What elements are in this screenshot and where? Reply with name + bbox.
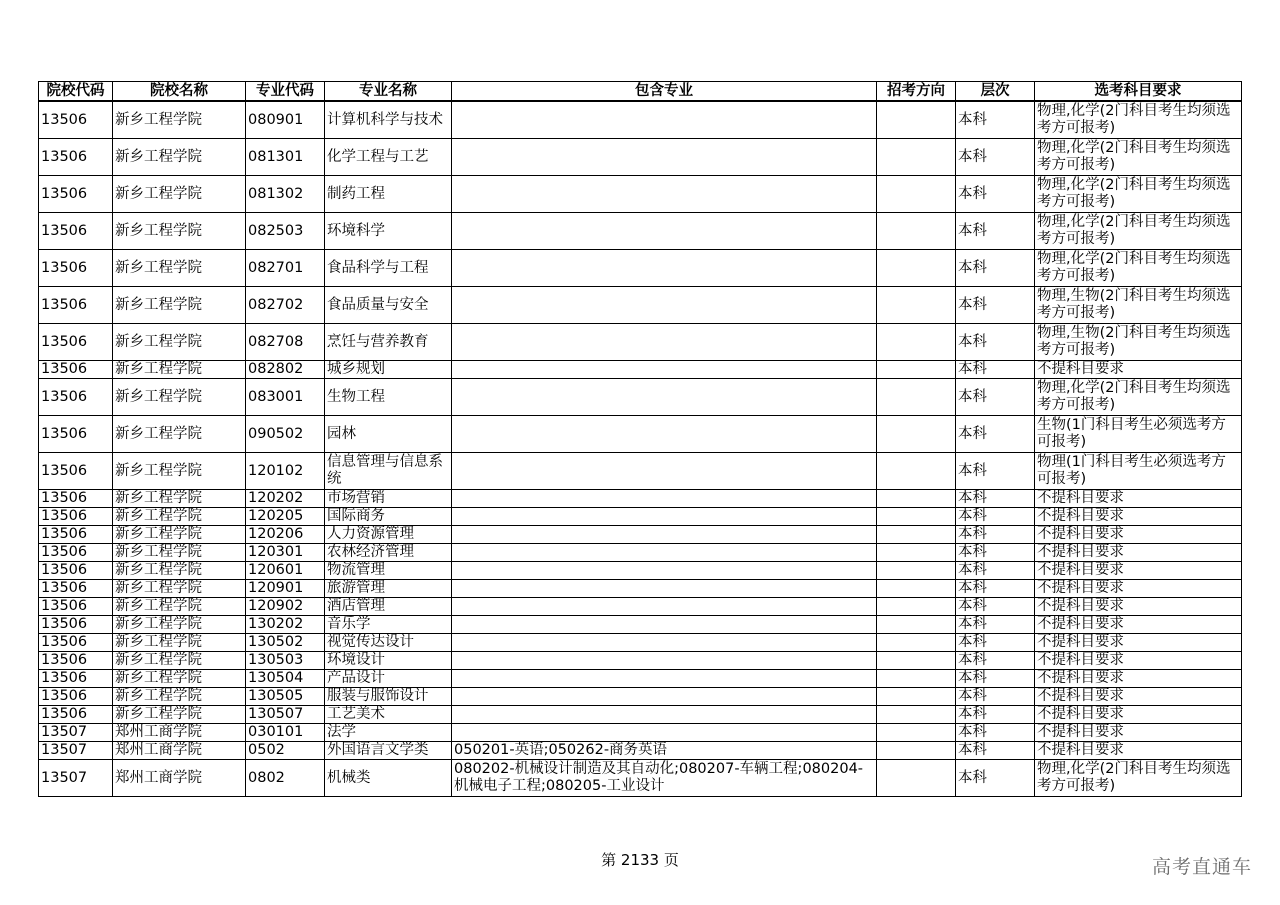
cell-includes bbox=[452, 706, 877, 724]
cell-direction bbox=[877, 379, 956, 416]
cell-direction bbox=[877, 324, 956, 361]
table-row bbox=[39, 652, 1242, 670]
table-row bbox=[39, 508, 1242, 526]
cell-requirement: 物理,化学(2门科目考生均须选考方可报考) bbox=[1035, 213, 1242, 250]
cell-school-name: 新乡工程学院 bbox=[113, 544, 246, 562]
cell-major-name: 市场营销 bbox=[325, 490, 452, 508]
cell-school-code: 13506 bbox=[39, 213, 113, 250]
cell-major-code: 120202 bbox=[246, 490, 325, 508]
cell-requirement: 物理,化学(2门科目考生均须选考方可报考) bbox=[1035, 379, 1242, 416]
cell-includes bbox=[452, 634, 877, 652]
col-header-major-code: 专业代码 bbox=[246, 82, 325, 102]
admission-table bbox=[38, 81, 1242, 797]
cell-school-name: 新乡工程学院 bbox=[113, 580, 246, 598]
cell-school-name: 郑州工商学院 bbox=[113, 724, 246, 742]
cell-requirement: 不提科目要求 bbox=[1035, 562, 1242, 580]
cell-direction bbox=[877, 562, 956, 580]
table-row bbox=[39, 250, 1242, 287]
cell-level: 本科 bbox=[956, 101, 1035, 139]
cell-major-code: 120901 bbox=[246, 580, 325, 598]
cell-school-name: 新乡工程学院 bbox=[113, 526, 246, 544]
cell-major-code: 082802 bbox=[246, 361, 325, 379]
cell-requirement: 不提科目要求 bbox=[1035, 526, 1242, 544]
cell-school-code: 13506 bbox=[39, 652, 113, 670]
cell-level: 本科 bbox=[956, 508, 1035, 526]
cell-major-code: 030101 bbox=[246, 724, 325, 742]
cell-major-name: 物流管理 bbox=[325, 562, 452, 580]
cell-school-name: 新乡工程学院 bbox=[113, 652, 246, 670]
table-row bbox=[39, 634, 1242, 652]
cell-school-name: 新乡工程学院 bbox=[113, 562, 246, 580]
cell-major-name: 化学工程与工艺 bbox=[325, 139, 452, 176]
cell-requirement: 不提科目要求 bbox=[1035, 706, 1242, 724]
table-row bbox=[39, 361, 1242, 379]
cell-school-code: 13506 bbox=[39, 670, 113, 688]
table-row bbox=[39, 213, 1242, 250]
cell-major-code: 120102 bbox=[246, 453, 325, 490]
cell-major-code: 0502 bbox=[246, 742, 325, 760]
cell-requirement: 不提科目要求 bbox=[1035, 580, 1242, 598]
cell-level: 本科 bbox=[956, 706, 1035, 724]
cell-direction bbox=[877, 526, 956, 544]
cell-level: 本科 bbox=[956, 634, 1035, 652]
cell-direction bbox=[877, 688, 956, 706]
cell-level: 本科 bbox=[956, 490, 1035, 508]
cell-requirement: 不提科目要求 bbox=[1035, 616, 1242, 634]
cell-direction bbox=[877, 508, 956, 526]
cell-includes bbox=[452, 580, 877, 598]
cell-includes: 050201-英语;050262-商务英语 bbox=[452, 742, 877, 760]
table-row bbox=[39, 416, 1242, 453]
cell-requirement: 不提科目要求 bbox=[1035, 598, 1242, 616]
table-row bbox=[39, 544, 1242, 562]
cell-major-name: 烹饪与营养教育 bbox=[325, 324, 452, 361]
col-header-level: 层次 bbox=[956, 82, 1035, 102]
cell-direction bbox=[877, 250, 956, 287]
cell-direction bbox=[877, 742, 956, 760]
col-header-includes: 包含专业 bbox=[452, 82, 877, 102]
cell-major-code: 120601 bbox=[246, 562, 325, 580]
cell-major-name: 城乡规划 bbox=[325, 361, 452, 379]
cell-includes bbox=[452, 670, 877, 688]
cell-school-code: 13506 bbox=[39, 580, 113, 598]
table-row bbox=[39, 598, 1242, 616]
table-row bbox=[39, 453, 1242, 490]
cell-major-name: 信息管理与信息系统 bbox=[325, 453, 452, 490]
cell-includes bbox=[452, 453, 877, 490]
cell-major-name: 食品科学与工程 bbox=[325, 250, 452, 287]
cell-major-name: 环境科学 bbox=[325, 213, 452, 250]
cell-major-code: 130502 bbox=[246, 634, 325, 652]
cell-school-name: 郑州工商学院 bbox=[113, 742, 246, 760]
cell-major-code: 120205 bbox=[246, 508, 325, 526]
cell-includes bbox=[452, 250, 877, 287]
table-row bbox=[39, 101, 1242, 139]
cell-school-code: 13506 bbox=[39, 453, 113, 490]
cell-school-name: 新乡工程学院 bbox=[113, 490, 246, 508]
cell-level: 本科 bbox=[956, 416, 1035, 453]
cell-includes bbox=[452, 213, 877, 250]
cell-major-code: 120206 bbox=[246, 526, 325, 544]
cell-major-code: 083001 bbox=[246, 379, 325, 416]
cell-direction bbox=[877, 724, 956, 742]
table-row bbox=[39, 287, 1242, 324]
cell-level: 本科 bbox=[956, 379, 1035, 416]
cell-school-name: 新乡工程学院 bbox=[113, 139, 246, 176]
cell-school-code: 13506 bbox=[39, 598, 113, 616]
cell-direction bbox=[877, 670, 956, 688]
cell-includes bbox=[452, 324, 877, 361]
cell-level: 本科 bbox=[956, 453, 1035, 490]
cell-level: 本科 bbox=[956, 598, 1035, 616]
cell-includes bbox=[452, 361, 877, 379]
cell-major-name: 园林 bbox=[325, 416, 452, 453]
cell-direction bbox=[877, 416, 956, 453]
cell-direction bbox=[877, 176, 956, 213]
cell-major-code: 080901 bbox=[246, 101, 325, 139]
cell-school-name: 新乡工程学院 bbox=[113, 213, 246, 250]
cell-major-name: 产品设计 bbox=[325, 670, 452, 688]
cell-major-code: 120902 bbox=[246, 598, 325, 616]
cell-major-code: 082701 bbox=[246, 250, 325, 287]
cell-school-code: 13506 bbox=[39, 176, 113, 213]
cell-school-name: 新乡工程学院 bbox=[113, 508, 246, 526]
cell-direction bbox=[877, 598, 956, 616]
cell-requirement: 不提科目要求 bbox=[1035, 508, 1242, 526]
col-header-requirement: 选考科目要求 bbox=[1035, 82, 1242, 102]
cell-direction bbox=[877, 101, 956, 139]
cell-direction bbox=[877, 139, 956, 176]
cell-major-code: 130503 bbox=[246, 652, 325, 670]
cell-requirement: 不提科目要求 bbox=[1035, 670, 1242, 688]
cell-school-code: 13506 bbox=[39, 562, 113, 580]
cell-school-name: 新乡工程学院 bbox=[113, 324, 246, 361]
cell-includes bbox=[452, 490, 877, 508]
header-row bbox=[39, 82, 1242, 102]
table-row bbox=[39, 562, 1242, 580]
cell-requirement: 物理(1门科目考生必须选考方可报考) bbox=[1035, 453, 1242, 490]
cell-school-name: 新乡工程学院 bbox=[113, 250, 246, 287]
cell-includes bbox=[452, 416, 877, 453]
cell-requirement: 不提科目要求 bbox=[1035, 652, 1242, 670]
cell-school-code: 13506 bbox=[39, 616, 113, 634]
cell-major-name: 农林经济管理 bbox=[325, 544, 452, 562]
cell-school-code: 13506 bbox=[39, 526, 113, 544]
cell-requirement: 物理,生物(2门科目考生均须选考方可报考) bbox=[1035, 287, 1242, 324]
cell-level: 本科 bbox=[956, 287, 1035, 324]
cell-level: 本科 bbox=[956, 562, 1035, 580]
cell-school-code: 13506 bbox=[39, 706, 113, 724]
col-header-school-code: 院校代码 bbox=[39, 82, 113, 102]
cell-major-name: 音乐学 bbox=[325, 616, 452, 634]
cell-school-name: 新乡工程学院 bbox=[113, 287, 246, 324]
watermark-logo: 高考直通车 bbox=[1151, 856, 1252, 878]
cell-includes bbox=[452, 616, 877, 634]
cell-major-name: 生物工程 bbox=[325, 379, 452, 416]
table-row bbox=[39, 616, 1242, 634]
cell-level: 本科 bbox=[956, 670, 1035, 688]
cell-major-name: 工艺美术 bbox=[325, 706, 452, 724]
cell-level: 本科 bbox=[956, 250, 1035, 287]
cell-school-code: 13506 bbox=[39, 508, 113, 526]
table-row bbox=[39, 580, 1242, 598]
cell-requirement: 物理,生物(2门科目考生均须选考方可报考) bbox=[1035, 324, 1242, 361]
cell-level: 本科 bbox=[956, 213, 1035, 250]
cell-includes bbox=[452, 139, 877, 176]
cell-level: 本科 bbox=[956, 526, 1035, 544]
cell-school-code: 13506 bbox=[39, 544, 113, 562]
cell-level: 本科 bbox=[956, 139, 1035, 176]
cell-school-code: 13506 bbox=[39, 379, 113, 416]
cell-level: 本科 bbox=[956, 324, 1035, 361]
cell-includes bbox=[452, 724, 877, 742]
cell-includes: 080202-机械设计制造及其自动化;080207-车辆工程;080204-机械电子工程;080205-工业设计 bbox=[452, 760, 877, 797]
cell-major-code: 130505 bbox=[246, 688, 325, 706]
cell-school-code: 13506 bbox=[39, 250, 113, 287]
cell-level: 本科 bbox=[956, 544, 1035, 562]
cell-direction bbox=[877, 490, 956, 508]
col-header-major-name: 专业名称 bbox=[325, 82, 452, 102]
cell-school-code: 13506 bbox=[39, 688, 113, 706]
table-row bbox=[39, 724, 1242, 742]
cell-includes bbox=[452, 379, 877, 416]
cell-major-code: 082503 bbox=[246, 213, 325, 250]
table-row bbox=[39, 139, 1242, 176]
cell-direction bbox=[877, 760, 956, 797]
cell-major-name: 旅游管理 bbox=[325, 580, 452, 598]
cell-requirement: 不提科目要求 bbox=[1035, 490, 1242, 508]
cell-includes bbox=[452, 101, 877, 139]
cell-school-name: 新乡工程学院 bbox=[113, 688, 246, 706]
cell-school-code: 13506 bbox=[39, 416, 113, 453]
cell-school-code: 13506 bbox=[39, 361, 113, 379]
table-row bbox=[39, 526, 1242, 544]
cell-direction bbox=[877, 544, 956, 562]
cell-school-code: 13507 bbox=[39, 724, 113, 742]
cell-includes bbox=[452, 598, 877, 616]
table-row bbox=[39, 706, 1242, 724]
cell-school-code: 13506 bbox=[39, 634, 113, 652]
cell-level: 本科 bbox=[956, 742, 1035, 760]
col-header-direction: 招考方向 bbox=[877, 82, 956, 102]
cell-school-name: 新乡工程学院 bbox=[113, 670, 246, 688]
cell-school-name: 新乡工程学院 bbox=[113, 379, 246, 416]
cell-school-name: 新乡工程学院 bbox=[113, 616, 246, 634]
cell-school-code: 13506 bbox=[39, 490, 113, 508]
cell-direction bbox=[877, 652, 956, 670]
cell-major-code: 130504 bbox=[246, 670, 325, 688]
cell-includes bbox=[452, 544, 877, 562]
cell-direction bbox=[877, 616, 956, 634]
cell-major-name: 制药工程 bbox=[325, 176, 452, 213]
cell-major-name: 国际商务 bbox=[325, 508, 452, 526]
cell-school-name: 新乡工程学院 bbox=[113, 361, 246, 379]
table-row bbox=[39, 176, 1242, 213]
table-row bbox=[39, 670, 1242, 688]
cell-requirement: 生物(1门科目考生必须选考方可报考) bbox=[1035, 416, 1242, 453]
cell-direction bbox=[877, 453, 956, 490]
cell-direction bbox=[877, 706, 956, 724]
cell-level: 本科 bbox=[956, 616, 1035, 634]
cell-major-name: 外国语言文学类 bbox=[325, 742, 452, 760]
cell-major-code: 130507 bbox=[246, 706, 325, 724]
cell-school-code: 13506 bbox=[39, 287, 113, 324]
cell-requirement: 不提科目要求 bbox=[1035, 742, 1242, 760]
cell-school-code: 13506 bbox=[39, 139, 113, 176]
cell-requirement: 不提科目要求 bbox=[1035, 688, 1242, 706]
cell-level: 本科 bbox=[956, 724, 1035, 742]
cell-level: 本科 bbox=[956, 760, 1035, 797]
table-row bbox=[39, 742, 1242, 760]
cell-major-code: 130202 bbox=[246, 616, 325, 634]
cell-includes bbox=[452, 176, 877, 213]
cell-school-code: 13506 bbox=[39, 101, 113, 139]
col-header-school-name: 院校名称 bbox=[113, 82, 246, 102]
cell-major-name: 食品质量与安全 bbox=[325, 287, 452, 324]
cell-includes bbox=[452, 688, 877, 706]
cell-requirement: 不提科目要求 bbox=[1035, 361, 1242, 379]
cell-major-code: 081301 bbox=[246, 139, 325, 176]
cell-major-name: 酒店管理 bbox=[325, 598, 452, 616]
table-row bbox=[39, 760, 1242, 797]
cell-includes bbox=[452, 526, 877, 544]
cell-requirement: 物理,化学(2门科目考生均须选考方可报考) bbox=[1035, 760, 1242, 797]
cell-level: 本科 bbox=[956, 688, 1035, 706]
cell-school-name: 新乡工程学院 bbox=[113, 706, 246, 724]
cell-major-name: 环境设计 bbox=[325, 652, 452, 670]
table-row bbox=[39, 490, 1242, 508]
cell-major-name: 服装与服饰设计 bbox=[325, 688, 452, 706]
cell-requirement: 物理,化学(2门科目考生均须选考方可报考) bbox=[1035, 250, 1242, 287]
cell-level: 本科 bbox=[956, 580, 1035, 598]
cell-direction bbox=[877, 580, 956, 598]
cell-major-code: 090502 bbox=[246, 416, 325, 453]
cell-requirement: 不提科目要求 bbox=[1035, 724, 1242, 742]
table-row bbox=[39, 688, 1242, 706]
cell-school-code: 13506 bbox=[39, 324, 113, 361]
cell-major-code: 081302 bbox=[246, 176, 325, 213]
cell-direction bbox=[877, 634, 956, 652]
cell-major-code: 120301 bbox=[246, 544, 325, 562]
cell-requirement: 物理,化学(2门科目考生均须选考方可报考) bbox=[1035, 176, 1242, 213]
page-number: 第 2133 页 bbox=[601, 851, 679, 869]
cell-major-name: 计算机科学与技术 bbox=[325, 101, 452, 139]
cell-requirement: 不提科目要求 bbox=[1035, 634, 1242, 652]
cell-school-name: 新乡工程学院 bbox=[113, 176, 246, 213]
cell-includes bbox=[452, 508, 877, 526]
cell-requirement: 不提科目要求 bbox=[1035, 544, 1242, 562]
table-row bbox=[39, 324, 1242, 361]
cell-direction bbox=[877, 361, 956, 379]
cell-major-code: 082708 bbox=[246, 324, 325, 361]
cell-direction bbox=[877, 287, 956, 324]
cell-school-name: 新乡工程学院 bbox=[113, 598, 246, 616]
cell-major-name: 人力资源管理 bbox=[325, 526, 452, 544]
cell-major-name: 法学 bbox=[325, 724, 452, 742]
cell-major-code: 082702 bbox=[246, 287, 325, 324]
cell-level: 本科 bbox=[956, 361, 1035, 379]
cell-includes bbox=[452, 562, 877, 580]
cell-school-name: 新乡工程学院 bbox=[113, 453, 246, 490]
cell-school-name: 新乡工程学院 bbox=[113, 416, 246, 453]
cell-school-name: 新乡工程学院 bbox=[113, 101, 246, 139]
cell-level: 本科 bbox=[956, 176, 1035, 213]
cell-requirement: 物理,化学(2门科目考生均须选考方可报考) bbox=[1035, 139, 1242, 176]
cell-includes bbox=[452, 652, 877, 670]
cell-major-name: 视觉传达设计 bbox=[325, 634, 452, 652]
cell-major-name: 机械类 bbox=[325, 760, 452, 797]
cell-school-name: 郑州工商学院 bbox=[113, 760, 246, 797]
table-row bbox=[39, 379, 1242, 416]
cell-requirement: 物理,化学(2门科目考生均须选考方可报考) bbox=[1035, 101, 1242, 139]
cell-includes bbox=[452, 287, 877, 324]
table-body bbox=[39, 101, 1242, 797]
cell-school-name: 新乡工程学院 bbox=[113, 634, 246, 652]
cell-school-code: 13507 bbox=[39, 760, 113, 797]
cell-school-code: 13507 bbox=[39, 742, 113, 760]
cell-major-code: 0802 bbox=[246, 760, 325, 797]
cell-level: 本科 bbox=[956, 652, 1035, 670]
cell-direction bbox=[877, 213, 956, 250]
